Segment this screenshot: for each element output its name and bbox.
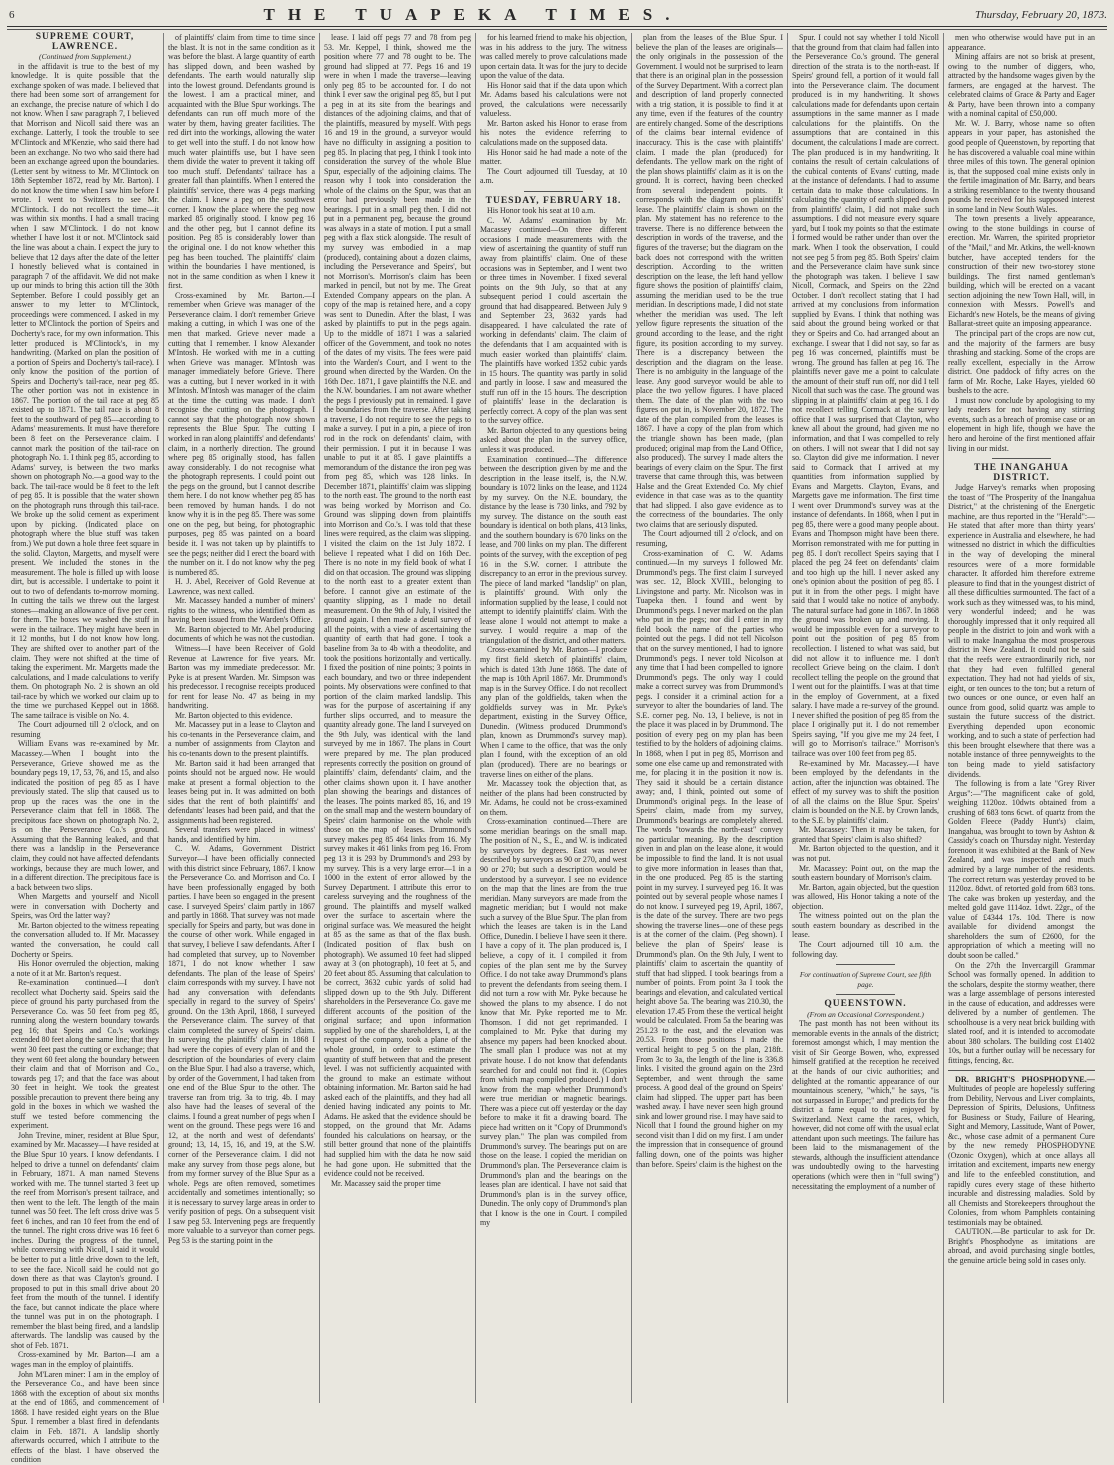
paragraph: lease. I laid off pegs 77 and 78 from peg 53. Mr. Keppel, I think, showed me the position where 77 and 78 ought to be. The ground had slipped at 77. Pegs 16 and 19 were in when I made the traverse—leaving only peg 85 to be accounted for. I do not think I ever saw the original peg 85, but I put a peg in at its site from the bearings and distances of the adjoining claims, and that of the plaintiffs, measured by myself. With pegs 16 and 19 in the ground, a surveyor would have no difficulty in assigning a position to peg 85. In placing that peg, I think I took into consideration the survey of the whole Blue Spur, especially of the adjoining claims. The reason why I took into consideration the whole of the claims on the Spur, was that an error had previously been made in the bearings. I put in a small peg then. I did not put in a permanent peg, because the ground was always in a state of motion. I put a small peg with a flax stick alongside. The result of my survey was embodied in a map (produced), containing about a dozen claims, including the Perseverance and Speirs', but not Morrison's. Morrison's claim has been marked in pencil, but not by me. The Great Extended Company appears on the plan. A copy of the map is retained here, and a copy was sent to Dunedin. After the blast, I was asked by plaintiffs to put in the pegs again. Up to the middle of 1871 I was a salaried officer of the Government, and took no notes of the dates of my visits. The fees were paid into the Warden's Court, and I went to the ground when directed by the Warden. On the 16th Dec. 1871, I gave plaintiffs the N.E. and the N.W. boundaries. I am not aware whether the pegs I previously put in remained. I gave the boundaries from the traverse. After taking a traverse, I do not require to see the pegs to make a survey. I put in a pin, a piece of iron rod in the rock on defendants' claim, with their permission. I put it in because I was unable to put it at 85. I gave plaintiffs a memorandum of the distance the iron peg was from peg 85, which was 128 links. In December 1871, plaintiffs' claim was slipping to the north east. The ground to the north east was being worked by Morrison and Co. Ground was slipping down from plaintiffs into Morrison and Co.'s. I was told that these lines were required, as the claim was slipping. I visited the claim on the 1st July 1872. I believe I repeated what I did on 16th Dec. There is no note in my field book of what I did on that occasion. The ground was slipping to the north east to a greater extent than before. I cannot give an estimate of the quantity slipping, as I made no detail measurement. On the 9th of July, I visited the ground again. I then made a detail survey of all the points, with a view of ascertaining the quantity of earth that had gone. I took a baseline from 3a to 4b with a theodolite, and took the positions horizontally and vertically. I fixed the position of nine points; 3 points in each boundary, and two or three independent points. My observations were confined to that portion of the claim marked landslip. This was for the purpose of ascertaining if any further slips occurred, and to measure the quantity already gone. The land I surveyed on the 9th July, was identical with the land surveyed by me in 1867. The plans in Court were prepared by me. The plan produced represents correctly the position on ground of plaintiffs' claim, defendants' claim, and the other claims shown upon it. I have another plan showing the bearings and distances of the leases. The points marked 85, 16, and 19 on the small map and the western boundary of Speirs' claim harmonise on the whole with those on the map of leases. Drummond's survey makes peg 85 464 links from 16. My survey makes it 461 links from peg 16. From peg 13 it is 293 by Drummond's and 293 by my survey. This is a very large error—1 in a 1000 in the extent of error allowed by the Survey Department. I attribute this error to careless surveying and the roughness of the ground. The plaintiffs and myself walked over the surface to ascertain where the original surface was. We measured the height at 85 as the same as that of the flax bush. (Indicated position of flax bush on photograph). We assumed 10 feet had slipped away at 3 (on photograph), 10 feet at 5, and 20 feet about 85. Assuming that calculation to be correct, 3632 cubic yards of solid had slipped down up to the 9th July. Different shareholders in the Perseverance Co. gave me different accounts of the position of the original surface; and upon information supplied by one of the shareholders, I, at the request of the company, took a plane of the whole ground, in order to estimate the quantity of stuff between that and the present level. I was not sufficiently acquainted with the ground to make an estimate without obtaining information. Mr. Barton said he had asked each of the plaintiffs, and they had all denied having indicated any points to Mr. Adams. He asked that the evidence should be stopped, on the ground that Mr. Adams founded his calculations on hearsay, or the still better ground that none of the plaintiffs had supplied him with the data he now said he had gone upon. He submitted that the evidence could not be received.	[324, 33, 471, 1179]
section-heading: QUEENSTOWN.	[824, 999, 907, 1010]
page-number: 6	[9, 9, 15, 21]
paragraph: Mr. Barton said it had been arranged that points should not be argued now. He would make at present a formal objection to the leases being put in. It was admitted on both sides that the rent of both plaintiffs' and defendants' leases had been paid, and that the assignments had been registered.	[168, 758, 315, 825]
divider	[992, 458, 1051, 459]
paragraph: Cross-examined by Mr. Barton—I am a wages man in the employ of plaintiffs.	[11, 1350, 159, 1370]
paragraph: Spur. I could not say whether I told Nicoll that the ground from that claim had fallen into the Perseverance Co.'s ground. The general direction of the strata is to the north-east. If Speirs' ground fell, a portion of it would fall into the Perseverance claim. The document produced is in my handwriting. It shows calculations made for defendants upon certain assumptions in the same manner as I made calculations for the plaintiffs. On the assumptions that are contained in this document, the calculations I made are correct. The plan produced is in my handwriting. It contains the result of certain calculations of the cubical contents of Evans' cutting, made at the instance of defendants. I had to assume certain data to make those calculations. In calculating the quantity of earth slipped down from plaintiffs' claim, I did not make such assumptions. I did not measure every square yard, but I took my points so that the estimate I formed would be rather under than over the mark. When I took the observation, I could not see peg 5 from peg 85. Both Speirs' claim and the Perseverance claim have sunk since the photograph was taken. I believe I saw Nicoll, Cormack, and Speirs on the 22nd October. I don't recollect stating that I had arrived at my conclusions from information supplied by Evans. I think that nothing was said about the ground being worked or that they or Speirs and Co. had arranged about an exchange. I swear that I did not say, so far as peg 16 was concerned, plaintiffs must be wrong. The ground has fallen at peg 16. The plaintiffs never gave me a point to calculate the amount of their stuff run off, nor did I tell Nicoll that such was the case. The ground was slipping in at plaintiffs' claim at peg 16. I do not recollect telling Cormack at the survey office that I was surprised that Clayton, who knew all about the ground, had given me no information, and that I was compelled to rely on others. I will not swear that I did not say so. Clayton did give me information. I never said to Cormack that I arrived at my quantities from information supplied by Evans and Margetts. Clayton, Evans, and Margetts gave me information. The first time I went over Drummond's survey was at the instance of defendants. In 1868, when I put in peg 85, there were a good many people about. Evans and Thompson might have been there. Morrison remonstrated with me for putting in peg 85. I don't recollect Speirs saying that I placed the peg 24 feet on defendants' claim and too high up the hill. I never asked any one's opinion about the position of peg 85. I put it in from the other pegs. I might have said that I would take no notice of anybody. The natural surface had gone in 1867. In 1868 the ground was broken up and moving. It would be impossible even for a surveyor to point out the position of peg 85 from recollection. I listened to what was said, but did not allow it to influence me. I don't recollect Grieve being on the claim. I don't recollect telling the people on the ground that I went out for the plaintiffs. I was at that time in the employ of Government, at a fixed salary. I have made a re-survey of the ground. I never shifted the position of peg 85 from the place I originally put it. I do not remember Speirs saying, "If you give me my 24 feet, I will go to Morrison's tailrace." Morrison's tailrace was over 100 feet from peg 85.	[792, 33, 939, 759]
paragraph: Cross-examination continued—There are some meridian bearings on the small map. The position of N., S., E., and W. is indicated by surveyors by degrees. East was never described by surveyors as 90 or 270, and west 90 or 270; but such a description would be understood by a surveyor. I see no evidence on the map that the lines are from the true meridian. Many surveyors are made from the magnetic meridian; but I would not make such a survey of the Blue Spur. The plan from which the leases are taken is in the Land Office, Dunedin. I believe I have seen it there. I have a copy of it. The plan produced is, I believe, a copy of it. I compiled it from copies of the plan sent me by the Survey Office. I do not take away Drummond's plans to prevent the defendants from seeing them. I did not turn a row with Mr. Pyke because he showed the plans to my absence. I do not know that Mr. Pyke reported me to Mr. Thomson. I did not get reprimanded. I complained to Mr. Pyke that during my absence my papers had been knocked about. The small plan I produce was not at my private house. I do not know that defendants searched for and could not find it. (Copies from which map compiled produced.) I don't know from the map whether Drummond's were true meridian or magnetic bearings. There was a piece cut off yesterday or the day before to make it fit a drawing board. The piece had written on it "Copy of Drummond's survey plan." The plan was compiled from Drummond's survey. The bearings put on are those on the lease. I copied the meridian on Drummond's plan. The Perseverance claim is Drummond's plan and the bearings on the leases plan are identical. I have not said that Drummond's plan is in the survey office, Dunedin. The only copy of Drummond's plan that I know is the one in Court. I compiled my	[480, 817, 627, 1228]
paragraph: Mr. Barton objected to any questions being asked about the plan in the survey office, unless it was produced.	[480, 425, 627, 454]
divider	[836, 964, 895, 965]
paragraph: C. W. Adams, Government District Surveyor—I have been officially connected with this district since February, 1867. I know the Perseverance Co. and Morrison and Co. I have been professionally engaged by both parties. I have been so engaged in the present case. I surveyed Speirs' claim partly in 1867 and partly in 1868. That survey was not made specially for Speirs and party, but was done in the course of other work. While engaged in that survey, I believe I saw defendants. After I had completed that survey, up to November 1871, I do not know whether I saw defendants. The plan of the lease of Speirs' claim corresponds with my survey. I have not had any conversation with defendants specially in regard to the survey of Speirs' ground. On the 13th April, 1868, I surveyed the Perseverance claim. The survey of that claim completed the survey of Speirs' claim. In surveying the plaintiffs' claim in 1868 I had were the copies of every plan of and the description of the boundaries of every claim on the Blue Spur. I had also a traverse, which, by order of the Government, I had taken from one end of the Blue Spur to the other. The traverse ran from trig. 3a to trig. 4b. I may also have had the leases of several of the claims. I found a great number of pegs when I went on the ground. These pegs were 16 and 12, at the north and west of defendants' ground; 13, 14, 15, 16, and 19, at the S.W. corner of the Perseverance claim. I did not make any survey from those pegs alone, but from my former survey of the Blue Spur as a whole. Pegs are often removed, sometimes accidentally and sometimes intentionally; so it is necessary to survey large areas in order to verify position of pegs. On a subsequent visit I saw peg 53. Intervening pegs are frequently more valuable to a surveyor than corner pegs. Peg 53 is the starting point in the	[168, 844, 315, 1245]
paragraph: Mr. Barton asked his Honor to erase from his notes the evidence referring to calculations made on the supposed data.	[480, 118, 627, 148]
paragraph: John Trevine, miner, resident at Blue Spur, examined by Mr. Macassey—I have resided at the Blue Spur 10 years. I know defendants. I helped to drive a tunnel on defendants' claim in February, 1871. A man named Stevens worked with me. The tunnel started 3 feet up the reef from Morrison's present tailrace, and then went to the left. The length of the main tunnel was 50 feet. The left cross drive was 5 feet 6 inches, and ran 10 feet from the end of the tunnel. The right cross drive was 16 feet 6 inches. During the progress of the tunnel, while conversing with Nicoll, I said it would be better to put a little drive down to the left, to see the face. Nicoll said he could not go down there as that was Clayton's ground. I proposed to put in this small drive about 20 feet from the mouth of the tunnel. I identify the face, but cannot indicate the place where the tunnel was put in on the photograph. I remember the blast being fired, and a landslip afterwards. The landslip was caused by the shot of Feb. 1871.	[11, 1130, 159, 1350]
section-subheading: (Continued from Supplement.)	[39, 52, 131, 62]
paragraph: Cross-examination of C. W. Adams continued.—In my surveys I followed Mr. Drummond's pegs. The first claim I surveyed was sec. 12, Block XVIII., belonging to Livingstone and party. Mr. Nicolson was in Tuapeka then. I found and went by Drummond's pegs. I never marked on the plan who put in the pegs; nor did I enter in my field book the name of the parties who pointed out the pegs. I did not tell Nicolson that on the survey mentioned, I had to ignore Drummond's pegs. I never told Nicolson at any time that I had been compelled to ignore Drummond's pegs. The only way I could make a correct survey was from Drummond's pegs. I consider it a criminal action for a surveyor to alter the boundaries of land. The S.E. corner peg. No. 13, I believe, is not in the place it was placed in by Drummond. The position of every peg on my plan has been testified to by the holders of adjoining claims. In 1868, when I put in peg 85, Morrison and some one else came up and remonstrated with me, for placing it in the position it now is. They said it should be a certain distance away; and, I think, pointed out some of Drummond's original pegs. In the lease of Speirs' claim, made from my survey, Drummond's bearings are completely altered. The words "towards the north-east" convey no particular meaning. By the description given in and plan on the lease alone, it would be impossible to find the land. It is not usual to give more information in leases than that, in the one produced. Peg 85 is the starting point in my survey. I surveyed peg 16. It was pointed out by several people whose names I do not know. I surveyed peg 19, April, 1867, is the date of the survey. There are two pegs showing the traverse lines—one of these pegs is at the corner of the claim. (Peg shown). I believe the plan of Speirs' lease is Drummond's plan. On the 9th July, I went to plaintiffs' claim to ascertain the quantity of stuff that had slipped. I took bearings from a number of points. From point 3a I took the bearings and elevation, and calculated vertical height above 5a. The bearing was 210.30, the elevation 17.45 From these the vertical height would be calculated. From 5a the bearing was 251.23 to the east, and the elevation was 20.53. From those positions I made the vertical height to peg 5 on the plan, 218ft. From 3c to 3a, the length of the line is 336.8 links. I visited the ground again on the 23rd September, and went through the same process. A good deal of the ground on Speirs' claim had slipped. The upper part has been washed away. I have never seen high ground sink and lower ground rise. I may have said to Nicoll that I found the ground higher on my second visit than I did on my first. I am under the impression that in consequence of ground falling down, one of the points was higher than before. Speirs' claim is the highest on the	[636, 548, 783, 1169]
section-heading: THE INANGAHUA DISTRICT.	[973, 463, 1070, 483]
advertisement	[948, 1075, 1095, 1228]
ad-body: Multitudes of people are hopelessly suffering from Debility, Nervous and Liver complaints, Depression of Spirits, Delusions, Unfitness for Business or Study, Failure of Hearing, Sight and Memory, Lassitude, Want of Power, &c., whose case admit of a permanent Cure by the new remedy PHOSPHODYNE (Ozonic Oxygen), which at once allays all irritation and excitement, imparts new energy and life to the enfeebled constitution, and rapidly cures every stage of these hitherto incurable and distressing maladies. Sold by all Chemists and Storekeepers throughout the Colonies, from whom Pamphlets containing testimonials may be obtained.	[948, 1084, 1095, 1227]
paragraph: Re-examination continued—I don't recollect what Docherty said. Speirs said the piece of ground his party purchased from the Perseverance Co. was 50 feet from peg 85, running along the western boundary towards peg 16; that Speirs and Co.'s workings extended 80 feet along the same line; that they went 30 feet past the cutting or exchange; that they went 60 feet along the boundary between their claim and that of Morrison and Co., towards peg 17; and that the face was about 30 feet in height. We took the greatest possible precaution to prevent there being any gold in the boxes in which we washed the stuff we tested before commencing the experiment.	[11, 978, 159, 1131]
paragraph: Mining affairs are not so brisk at present, owing to the number of diggers, who, attracted by the handsome wages given by the farmers, are engaged at the harvest. The celebrated claims of Grace & Party and Eager & Party, have been thrown into a company with a nominal capital of £50,000.	[948, 52, 1095, 119]
column-2	[163, 33, 319, 1403]
newspaper-title: THE TUAPEKA TIMES.	[263, 5, 683, 24]
divider	[948, 1070, 1095, 1071]
paragraph: The town presents a lively appearance, owing to the stone buildings in course of erection. Mr. Warren, the spirited proprietor of the "Mail," and Mr. Atkins, the well-known butcher, have accepted tenders for the construction of their new two-storey stone buildings. The first named gentleman's building, which will be erected on a vacant section adjoining the new Town Hall, will, in connexion with Messrs. Powell's and Eichardt's new Hotels, be the means of giving Ballarat-street quite an imposing appearance.	[948, 214, 1095, 329]
paragraph: Re-examined by Mr. Macassey.—I have been employed by the defendants in the action, after the injunction was obtained. The effect of my survey was to shift the position of all the claims on the Blue Spur. Speirs' claim is bounded on the N.E. by Crown lands, to the S.E. by plaintiffs' claim.	[792, 758, 939, 825]
issue-date: Thursday, February 20, 1873.	[975, 9, 1107, 21]
column-5	[631, 33, 787, 1403]
paragraph: On the 27th the Invercargill Grammar School was formally opened. In addition to the scholars, despite the stormy weather, there was a large assemblage of persons interested in the cause of education, and addresses were delivered by a number of gentlemen. The schoolhouse is a very neat brick building with slated roof, and it is intended to accomodate about 380 scholars. The building cost £1402 10s, but a further outlay will be necessary for fittings, fencing, &c.	[948, 960, 1095, 1065]
paragraph: Mr. Macassey handed a number of miners' rights to the witness, who identified them as having been issued from the Warden's Office.	[168, 596, 315, 625]
paragraph: William Evans was re-examined by Mr. Macassey.—When I bought into the Perseverance, Grieve showed me as the boundary pegs 19, 17, 53, 76, and 15, and also indicated the position of peg 85 as I have previously stated. The slip that caused us to prop up the races was the one in the Perseverance claim that fell in 1868. The precipitous face shown on photograph No. 2, is on the Perseverance Co.'s ground. Assuming that the Banning leaked, and that there was a landslip in the Perseverance claim, they could not have affected defendants workings, because they are much lower, and in a different direction. The precipitous face is a back between two slips.	[11, 739, 159, 892]
paragraph: men who otherwise would have put in an appearance.	[948, 33, 1095, 52]
paragraph: The Court adjourned till 2 o'clock, and on resuming,	[636, 529, 783, 548]
paragraph: H. J. Abel, Receiver of Gold Revenue at Lawrence, was next called.	[168, 577, 315, 596]
paragraph: of plaintiffs' claim from time to time since the blast. It is not in the same condition as it was before the blast. A large quantity of earth has slipped down, and been washed by defendants. The earth would naturally slip into the lowest ground. Defendants ground is the lowest. I am a practical miner, and acquainted with the Blue Spur workings. The defendants can run off much more of the water by them, having greater facilities. The red dirt into the workings, allowing the water to get well into the stuff. I do not know how much water plaintiffs use, but I have seen them divide the water to prevent it taking off too much stuff. Defendants' tailrace has a greater fall than plaintiffs. When I entered the plaintiffs' service, there was 4 pegs marking the claim. I knew a peg on the southwest corner. I know the place where the peg now marked 85 originally stood. I know peg 16 and the other peg, but I cannot define its position. Peg 85 is considerably lower than the original one. I do not know whether this peg has been touched. The plaintiffs' claim within the boundaries I have mentioned, is not in the same condition as when I knew it first.	[168, 33, 315, 291]
paragraph: in the affidavit is true to the best of my knowledge. It is quite possible that the exchange spoken of was made. I believed that there had been some sort of arrangement for an exchange, the precise nature of which I do not know. When I saw paragraph 7, I believed that Morrison and Nicoll said there was an exchange. Latterly, I took the trouble to see M'Clintock and M'Kenzie, who said there had been an exchange. No two who said there had been an exchange agreed upon the boundaries. (Letter sent by witness to Mr. M'Clintock on 18th September 1872, read by Mr. Barton). I do not know the time when I saw him before I wrote. I went to Switzers to see Mr. M'Clintock. I do not recollect the time—it was within six months. I had a small tracing when I saw M'Clintock. I do not know whether I have lost it or not. M'Clintock said the line was about a chain. I expect the jury to believe that 12 days after the date of the letter I honestly believed what is contained in paragraph 7 of the affidavit. We did not make up our minds to bring this action till the 30th September. Before I could possibly get an answer to my letter to M'Clintock, proceedings were commenced. I asked in my letter to M'Clintock the portion of Speirs and Docherty's race, for my own information. This letter produced is M'Clintock's, in my handwriting. (Marked on plan the position of a portion of Speirs and Docherty's tail-race). I only know the position of the portion of Speirs and Docherty's tail-race, near peg 85. The other portion was not in existence in 1867. The portion of the tail race at peg 85 existed up to 1871. The tail race is about 8 feet to the southward of peg 85—according to Adams' measurements. It must have therefore been 8 feet on the Perseverance claim. I cannot mark the position of the tail-race on photograph No. 1. I think peg 85, according to Adams' survey, is between the two marks shown on photograph No.—a good way to the back. The tail-race would be 8 feet to the left of peg 85. It is possible that the water shown on the photograph runs through this tail-race. We broke up the solid cement as experiment upon by picking. (Indicated place on photograph where the blue stuff was taken from.) We put down a hole three feet square in the solid. Clayton, Margetts, and myself were present. We included the stones in the measurement. The hole is filled up with loose dirt, but is accessible. I undertake to point it out to two of defendants to-morrow morning. In cutting the tails we threw out the largest stones—making an allowance of five per cent. for them. The boxes we washed the stuff in were in the tailrace. They might have been in it 12 months, but I do not know how long. They are shifted over to another part of the claim. They were not shifted at the time of taking the experiment. Mr. Margetts made the calculations, and I made calculations to verify them. On photograph No. 2 is shown an old tail-race by which we worked our claim up to the time we purchased Keppel out in 1868. The same tailrace is visible on No. 4.	[11, 61, 159, 720]
masthead	[7, 4, 1107, 27]
column-6	[787, 33, 943, 1403]
paragraph: for his learned friend to make his objection, was in his address to the jury. The witness was called merely to prove calculations made upon certain data. It was for the jury to decide upon the value of the data.	[480, 33, 627, 81]
paragraph: The witness pointed out on the plan the south eastern boundary as described in the lease.	[792, 911, 939, 940]
paragraph: Mr. Barton objected to Mr. Abel producing documents of which he was not the custodian.	[168, 624, 315, 644]
divider	[836, 994, 895, 995]
masthead-rule	[7, 27, 1107, 30]
divider	[524, 191, 583, 192]
paragraph: Mr. Barton objected to the witness repeating the conversation alluded to. If Mr. Macassey wanted the conversation, he could call Docherty or Speirs.	[11, 920, 159, 959]
paragraph: Mr. Macassey said the proper time	[331, 1178, 441, 1188]
columns	[7, 32, 1107, 1465]
paragraph: The principal part of the crops are now cut, and the majority of the farmers are busy thrashing and stacking. Some of the crops are really excellent, especially in the Arrow district. One paddock of fifty acres on the farm of Mr. Roche, Lake Hayes, yielded 60 bushels to the acre.	[948, 328, 1095, 396]
paragraph: Mr. Macassey: Point out, on the map the south eastern boundary of Morrison's claim.	[792, 863, 939, 883]
paragraph: His Honor said he had made a note of the matter.	[480, 147, 627, 167]
paragraph: Examination continued—The difference between the description given by me and the description in the lease itself, is, the N.W. boundary is 1072 links on the lease, and 1124 by my survey. On the N.E. boundary, the distance by the lease is 730 links, and 792 by my survey. The distance on the south east boundary is identical on both plans, 413 links, and the southern boundary is 670 links on the lease, and 700 links on my plan. The different points of the survey, with the exception of peg 16 in the S.W. corner. I attribute the discrepancy to an error in the previous survey. The piece of land marked "landslip" on plan, is plaintiffs' ground. With only the information supplied by the lease, I could not attempt to identify plaintiffs' claim. With the lease alone I would not attempt to make a survey. I would require a map of the triangulation of the district, and other matters.	[480, 454, 627, 645]
paragraph: The Court adjourned till Tuesday, at 10 a.m.	[480, 166, 627, 186]
paragraph: His Honor said that if the data upon which Mr. Adams based his calculations were not proved, the calculations were necessarily valueless.	[480, 80, 627, 119]
paragraph: The past month has not been without its memorable events in the annals of the district; foremost amongst which, I may mention the visit of Sir George Bowen, who, expressed himself gratified at the reception he received at the hands of our civic authorities; and delighted at the romantic appearance of our mountainous scenery, "which," he says, "is not surpassed in Europe;" and predicts for the district a fame equal to that enjoyed by Switzerland. Next came the races, which, however, did not come off with the usual eclat attendant upon such meetings. The failure has been laid to the mismanagement of the stewards, although the insufficient attendance was undoubtedly owing to the harvesting operations (which were then in "full swing") necessitating the employment of a number of	[792, 1019, 939, 1191]
paragraph: C. W. Adams' examination by Mr. Macassey continued—On three different occasions I made measurements with the view of ascertaining the quantity of stuff run away from plaintiffs' claim. One of these occasions was in September, and I went two or three times in November. I fixed several points on the 9th July, so that at any subsequent period I could ascertain the ground that had disappeared. Between July 9 and September 23, 3632 yards had disappeared. I have calculated the rate of working in defendants' claim. The claim of the defendants that I am acquainted with is much easier worked than plaintiffs' claim. The plaintiffs have worked 1352 cubic yards in 15 hours. The quantity was partly in solid and partly in loose. I saw and measured the stuff run off in the 15 hours. The description of plaintiffs' lease in the declaration is perfectly correct. A copy of the plan was sent to the survey office.	[480, 215, 627, 426]
paragraph: Judge Harvey's remarks when proposing the toast of "The Prosperity of the Inangahua District," at the christening of the Energetic machine, are thus reported in the "Herald":—He stated that after more than thirty years' experience in Australia and elsewhere, he had witnessed no district in which the difficulties in the way of developing the mineral resources were of a more formidable character. It afforded him therefore extreme pleasure to find that in the youngest district of all these difficulties surmounted. The fact of a work such as they witnessed was, to his mind, very wonderful indeed; and he was thoroughly impressed that it only required all people in the district to join and work with a will to make Inangahua the most prosperous district in New Zealand. It could not be said that the reefs were extraordinarily rich, nor that they had even fulfilled general expectation. They had not had yields of six, eight, or ten ounces to the ton; but a return of two ounces or one ounce, or even half an ounce from good, solid quartz was ample to sustain the future success of the district. Everything depended upon economic working, and to such a state of perfection had this been brought elsewhere that there was a notable instance of three pennyweights to the ton being made to yield satisfactory dividends.	[948, 483, 1095, 779]
paragraph: John M'Laren miner: I am in the employ of the Perseverance Co., and have been since 1868 with the exception of about six months at the end of 1865, and commencement of 1868. I have resided eight years on the Blue Spur. I remember a blast fired in defendants claim in Feb. 1871. A landslip shortly afterwards occurred, which I attribute to the effects of the blast. I have observed the condition	[11, 1369, 159, 1465]
paragraph: Mr. Macassey put in a lease to Clayton and his co-tenants in the Perseverance claim, and a number of assignments from Clayton and his co-tenants down to the present plaintiffs.	[168, 720, 315, 759]
section-subheading: (From an Occasional Correspondent.)	[807, 1009, 924, 1019]
paragraph: I must now conclude by apologising to my lady readers for not having any stirring events, such as a breach of promise case or an elopement in high life, though we have the hero and heroine of the first mentioned affair living in our midst.	[948, 395, 1095, 453]
ad-title: DR. BRIGHT'S PHOSPHODYNE.—	[955, 1074, 1095, 1084]
paragraph: Mr. Barton objected to this evidence.	[175, 710, 293, 720]
paragraph: Mr. Macassey: Then it may be taken, for granted that Speirs' claim is also shifted?	[792, 825, 939, 844]
paragraph: The Court adjourned till 2 o'clock, and on resuming	[11, 720, 159, 739]
paragraph: Mr. Macassey took the objection that, as neither of the plans had been constructed by Mr. Adams, he could not be cross-examined on them.	[480, 779, 627, 817]
paragraph: Mr. Barton objected to the question, and it was not put.	[792, 844, 939, 864]
paragraph: The following is from a late "Grey River Argus":—"The magnificent cake of gold, weighing 1120oz. 10dwts obtained from a crushing of 683 tons 6cwt. of quartz from the Golden Fleece (Paddy Hunt's) claim, Inangahua, was brought to town by Ashton & Cassidy's coach on Thursday night. Yesterday forenoon it was exhibited at the Bank of New Zealand, and was inspected and much admired by a large number of the residents. The correct return was yesterday proved to be 1120oz. 8dwt. of retorted gold from 683 tons. The cake was broken up yesterday, and the melted gold gave 1114oz. 1dwt. 22gr., of the value of £4344 17s. 10d. There is now available for dividend amongst the shareholders the sum of £2600, for the appropriation of which a meeting will no doubt soon be called."	[948, 779, 1095, 960]
continuation-note: For continuation of Supreme Court, see fifth page.	[799, 970, 932, 989]
section-heading: TUESDAY, FEBRUARY 18.	[485, 195, 622, 206]
paragraph: Witness—I have been Receiver of Gold Revenue at Lawrence for five years. Mr. Barton was my immediate predecessor. Mr. Pyke is at present Warden. Mr. Simpson was his predecessor. I recognise receipts produced for rent for lease No. 47 as being in my handwriting.	[168, 644, 315, 711]
column-7	[943, 33, 1099, 1403]
paragraph: The Court adjourned till 10 a.m. the following day.	[792, 939, 939, 959]
paragraph: Mr. W. J. Barry, whose name so often appears in your paper, has astonished the good people of Queenstown, by reporting that he has discovered a valuable coal mine within three miles of this town. The general opinion is, that the supposed coal mine exists only in the fertile imagination of Mr. Barry, and bears a striking resemblance to the twenty thousand pounds he received for his supposed interest in some land in New South Wales.	[948, 118, 1095, 214]
paragraph: plan from the leases of the Blue Spur. I believe the plan of the leases are originals—the only originals in the possession of the Government. I would not be surprised to learn that there is an original plan in the possession of the Survey Department. With a correct plan and description of land properly connected with a trig station, it is possible to find it at any time, even if the features of the country are entirely changed. Some of the descriptions of the claims bear internal evidence of inaccuracy. This is the case with plaintiffs' claim. I made the plan (produced) for defendants. The yellow mark on the right of the plan shows plaintiffs' claim as it is on the ground. It is correct, having been checked from several independent points. It corresponds with the diagram on plaintiffs' lease. The plaintiffs' claim is shown on the plan. My statement has no reference to the traverse. There is no difference between the description in words of the traverse, and the figures of the traverse; but the diagram on the back does not correspond with the written description. According to the written description on the lease, the left hand yellow figure shows the position of plaintiffs' claim, assuming the meridian used to be the true meridian. In descriptions made, I did not state whether the meridian was used. The left yellow figure represents the situation of the ground according to the lease, and the right figure, its position according to my survey. There is a discrepancy between the description and the diagram on the lease. There is no ambiguity in the language of the lease. Any good surveyor would be able to place the two yellow figures. I have placed them. The date of the plan with the two figures on put in, is November 20, 1872. The date of the plan compiled from the leases is 1867. I have a copy of the plan from which the triangle shown has been made, (plan produced; original map from the Land Office, also produced). The survey I made alters the bearings of every claim on the Spur. The first traverse that came through this, was between Halse and the Great Extended Co. My chief evidence in that case was as to the quantity that had slipped. I also gave evidence as to the correctness of the boundaries. The only two claims that are seriously disputed.	[636, 33, 784, 529]
ad-caution: CAUTION.—Be particular to ask for Dr. Bright's Phosphodyne as imitations are abroad, and avoid purchasing single bottles, the genuine article being sold in cases only.	[948, 1227, 1095, 1265]
column-1	[7, 32, 163, 1465]
column-3	[319, 33, 475, 1403]
section-heading: SUPREME COURT, LAWRENCE.	[35, 32, 135, 52]
paragraph: Several transfers were placed in witness' hands, and identified by him.	[168, 825, 315, 844]
paragraph: When Margetts and yourself and Nicoll were in conversation with Docherty and Speirs, was Ord the latter way?	[11, 892, 159, 921]
paragraph: Cross-examined by Mr. Barton—I produce my first field sketch of plaintiffs' claim, which is dated 13th June 1868. The date of the map is 10th April 1867. Mr. Drummond's map is in the Survey Office. I do not recollect any plan of the goldfields, taken when the goldfields survey was in Mr. Pyke's department, existing in the Survey Office, Dunedin. (Witness produced Drummond's plan, known as Drummond's survey map). When I came to the office, that was the only plan I found, with the exception of an old plan (produced). There are no bearings or traverse lines on either of the plans.	[480, 645, 627, 779]
paragraph: Mr. Barton, again objected, but the question was allowed, His Honor taking a note of the objection.	[792, 882, 939, 911]
paragraph: His Honor overruled the objection, making a note of it at Mr. Barton's request.	[11, 959, 159, 978]
column-4	[475, 33, 631, 1403]
paragraph: Cross-examined by Mr. Barton.—I remember when Grieve was manager of the Perseverance claim. I don't remember Grieve making a cutting, in which I was one of the men that marked. Grieve never made a cutting that I remember. I know Alexander M'Intosh. He worked with me in a cutting when Grieve was manager. M'Intosh was manager immediately before Grieve. There was a cutting, but I never worked in it with M'Intosh. M'Intosh was manager of the claim at the time the cutting was made. I don't recognise the cutting on the photograph. I cannot say that the photograph now shown represents the Blue Spur. The cutting I worked in ran along plaintiffs' and defendants' claim, in a northerly direction. The ground where peg 85 originally stood, has fallen away considerably. I do not recognise what the photograph represents. I could point out the pegs on the ground, but I cannot describe them here. I do not know whether peg 85 has been removed by human hands. I do not know why it is in the peg 85. There was some one on the peg, but being, for photographic purposes, peg 85 was painted on a board beside it. I was not taken up by plaintiffs to see the pegs; neither did I erect the board with the number on it. I do not know why the peg is numbered 85.	[168, 290, 315, 577]
paragraph: His Honor took his seat at 10 a.m.	[487, 206, 596, 216]
